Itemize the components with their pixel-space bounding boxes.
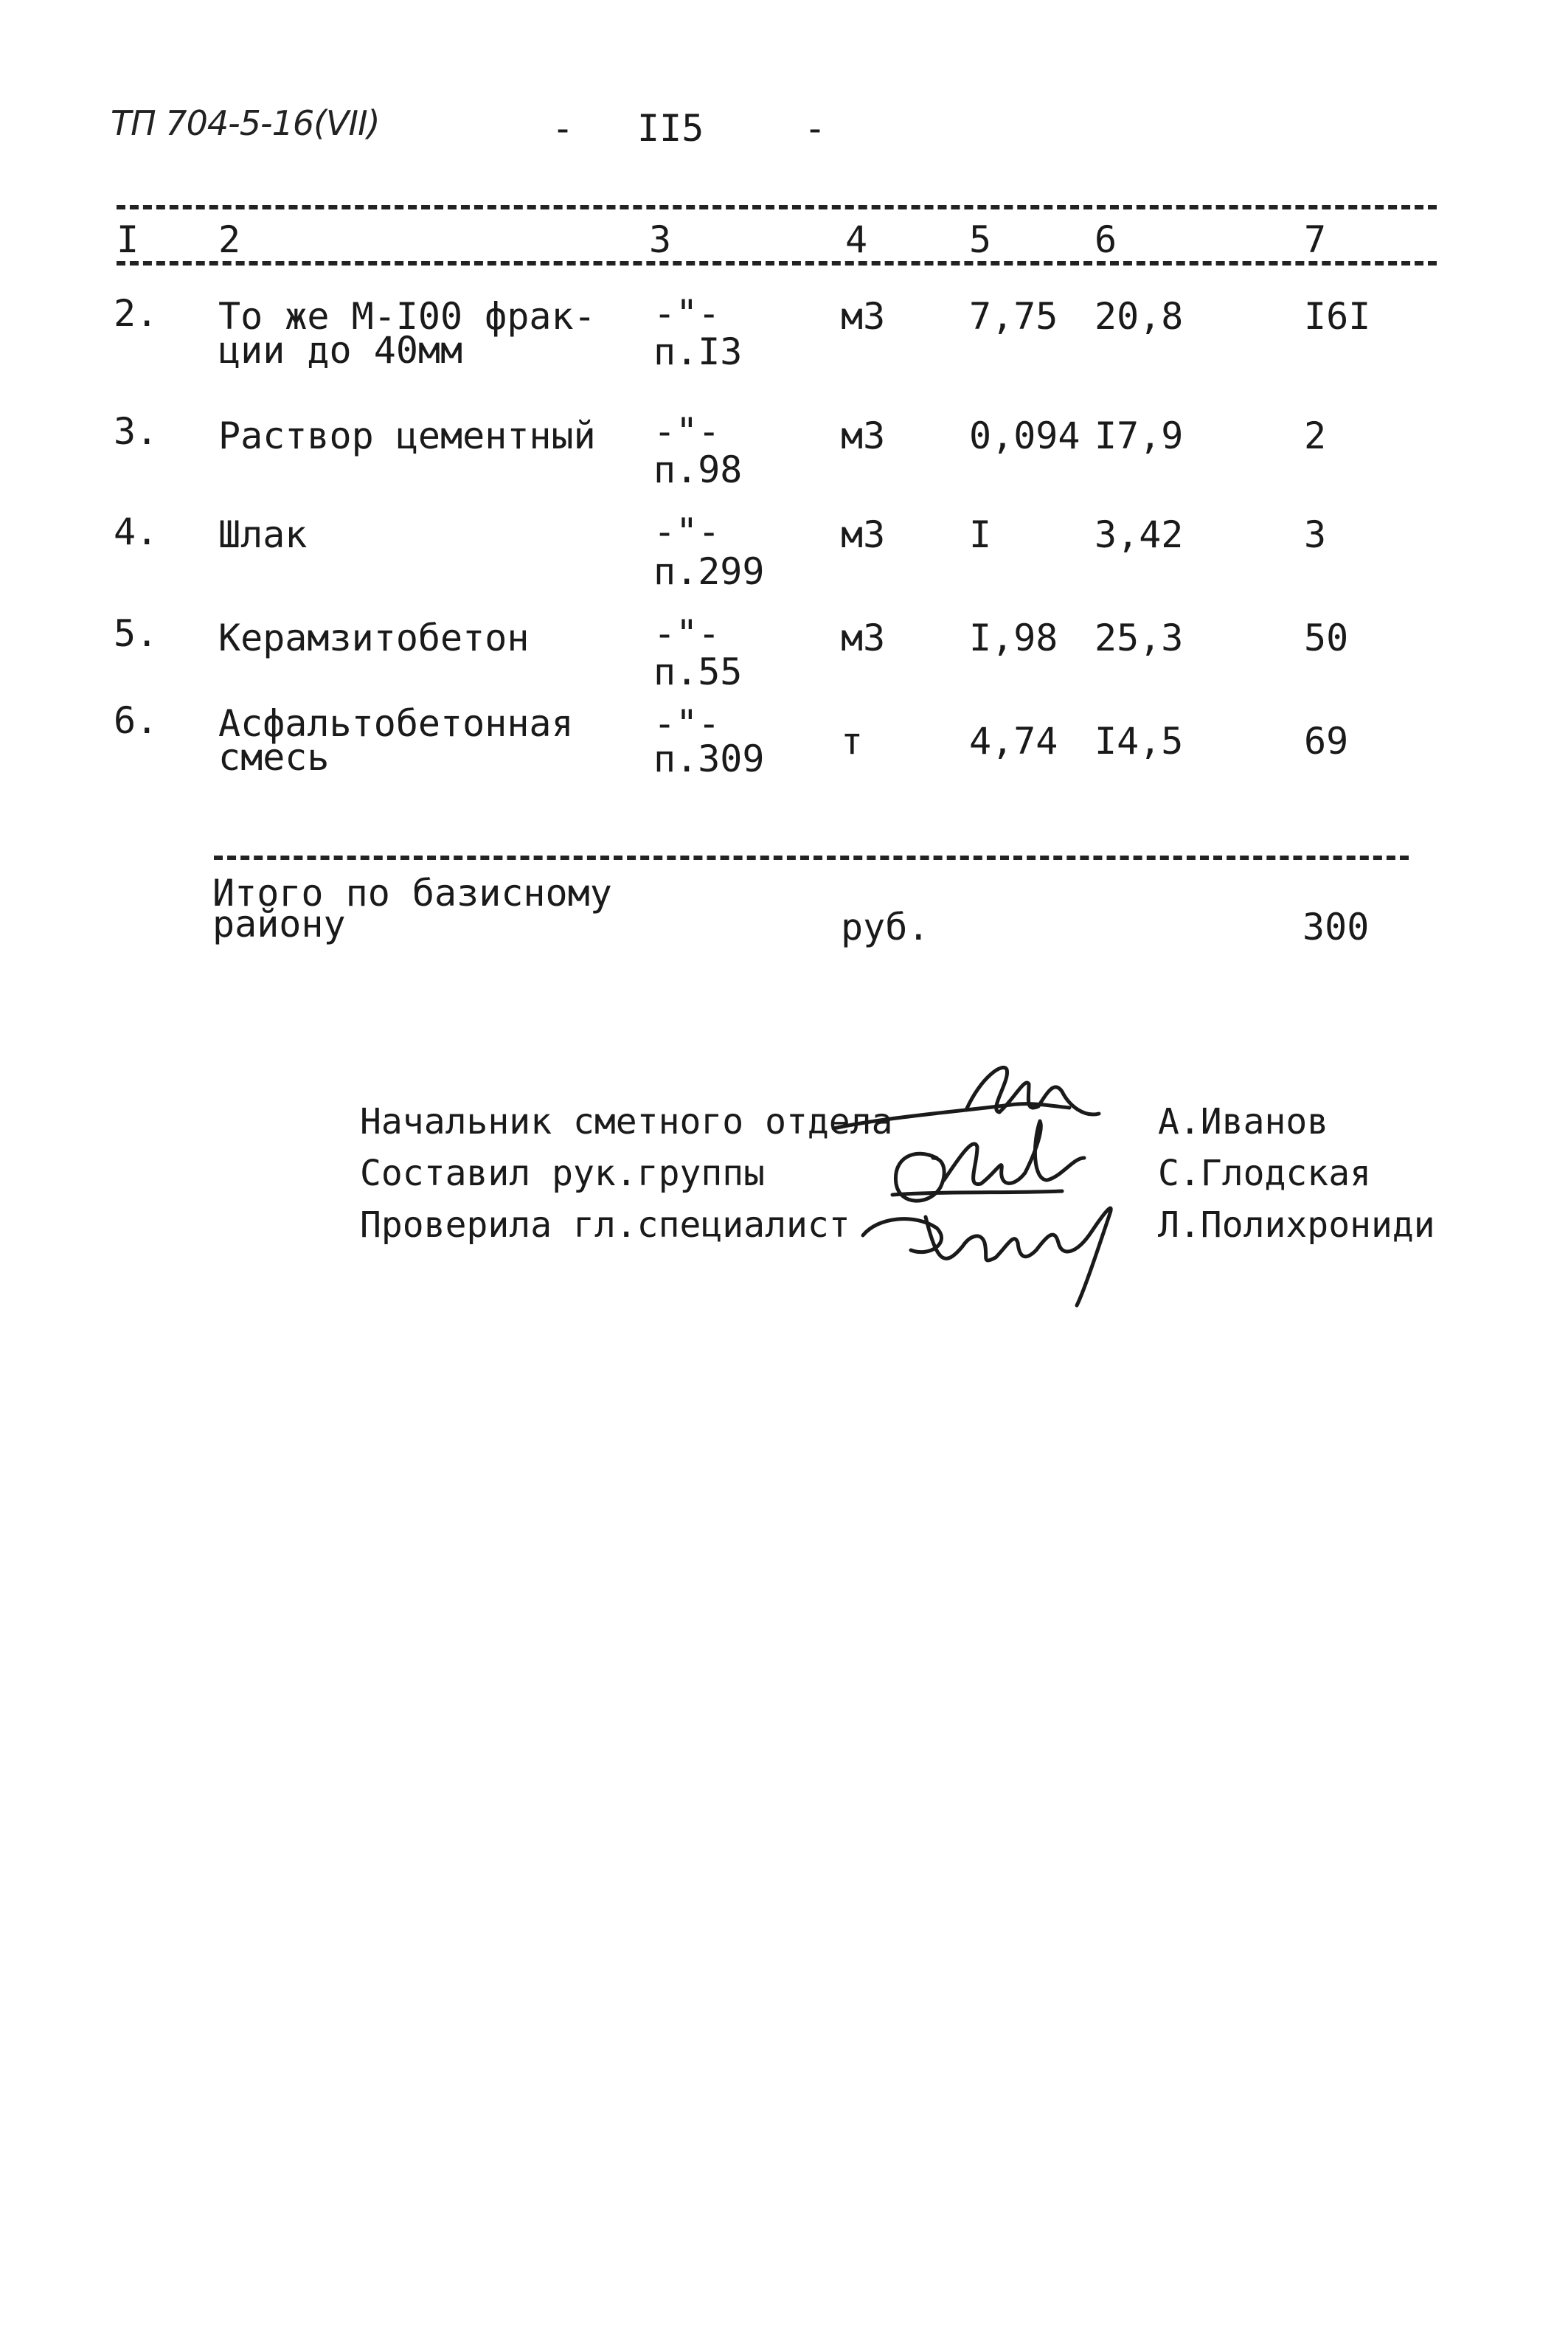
quantity: I,98 — [969, 617, 1058, 659]
column-number: 3 — [649, 218, 672, 261]
summary-label: Итого по базисному — [212, 872, 612, 915]
total-cost: 50 — [1304, 617, 1349, 659]
column-number: 4 — [845, 218, 868, 261]
material-name: То же М-I00 фрак- — [218, 295, 596, 338]
table-top-rule — [117, 205, 1437, 209]
material-name: Керамзитобетон — [218, 617, 530, 659]
unit-price: 3,42 — [1095, 513, 1184, 556]
signatory-role: Составил рук.группы — [360, 1153, 766, 1194]
unit-price: I4,5 — [1095, 720, 1184, 763]
unit: м3 — [841, 414, 886, 457]
unit: м3 — [841, 295, 886, 338]
header-dash-left: - — [552, 107, 575, 150]
reference-item: п.309 — [653, 738, 765, 780]
page-number: II5 — [637, 107, 704, 150]
total-cost: 2 — [1304, 414, 1327, 457]
unit-price: I7,9 — [1095, 414, 1184, 457]
row-number: 2. — [114, 292, 159, 335]
document-code: ТП 704-5-16(VII) — [111, 103, 380, 143]
reference-ditto: -"- — [653, 702, 721, 745]
signatory-name: А.Иванов — [1158, 1101, 1329, 1142]
summary-rule — [214, 856, 1409, 860]
material-name-cont: ции до 40мм — [218, 329, 463, 372]
unit: м3 — [841, 617, 886, 659]
quantity: I — [969, 513, 992, 556]
reference-item: п.299 — [653, 550, 765, 593]
column-number: 7 — [1304, 218, 1327, 261]
unit-price: 20,8 — [1095, 295, 1184, 338]
row-number: 4. — [114, 510, 159, 553]
material-name: Раствор цементный — [218, 414, 596, 457]
unit: м3 — [841, 513, 886, 556]
row-number: 3. — [114, 410, 159, 453]
reference-ditto: -"- — [653, 612, 721, 655]
material-name-cont: смесь — [218, 736, 330, 779]
row-number: 6. — [114, 699, 159, 742]
column-number: I — [117, 218, 139, 261]
signatory-name: Л.Полихрониди — [1158, 1204, 1435, 1246]
reference-ditto: -"- — [653, 510, 721, 553]
column-number: 5 — [969, 218, 992, 261]
unit-price: 25,3 — [1095, 617, 1184, 659]
material-name: Шлак — [218, 513, 308, 556]
material-name: Асфальтобетонная — [218, 702, 574, 745]
total-cost: 69 — [1304, 720, 1349, 763]
reference-ditto: -"- — [653, 410, 721, 453]
summary-label-cont: району — [212, 903, 346, 946]
reference-item: п.98 — [653, 448, 743, 491]
table-header-rule — [117, 261, 1437, 266]
row-number: 5. — [114, 612, 159, 655]
summary-unit: руб. — [841, 906, 930, 948]
quantity: 4,74 — [969, 720, 1058, 763]
unit: т — [841, 720, 864, 763]
reference-item: п.55 — [653, 651, 743, 693]
total-cost: I6I — [1304, 295, 1371, 338]
reference-ditto: -"- — [653, 292, 721, 335]
reference-item: п.I3 — [653, 330, 743, 373]
summary-total: 300 — [1302, 906, 1370, 948]
column-number: 2 — [218, 218, 241, 261]
total-cost: 3 — [1304, 513, 1327, 556]
handwritten-signatures — [804, 1047, 1158, 1313]
column-number: 6 — [1095, 218, 1117, 261]
quantity: 0,094 — [969, 414, 1080, 457]
signatory-role: Начальник сметного отдела — [360, 1101, 893, 1142]
header-dash-right: - — [804, 107, 827, 150]
signatory-role: Проверила гл.специалист — [360, 1204, 850, 1246]
quantity: 7,75 — [969, 295, 1058, 338]
signatory-name: С.Глодская — [1158, 1153, 1371, 1194]
